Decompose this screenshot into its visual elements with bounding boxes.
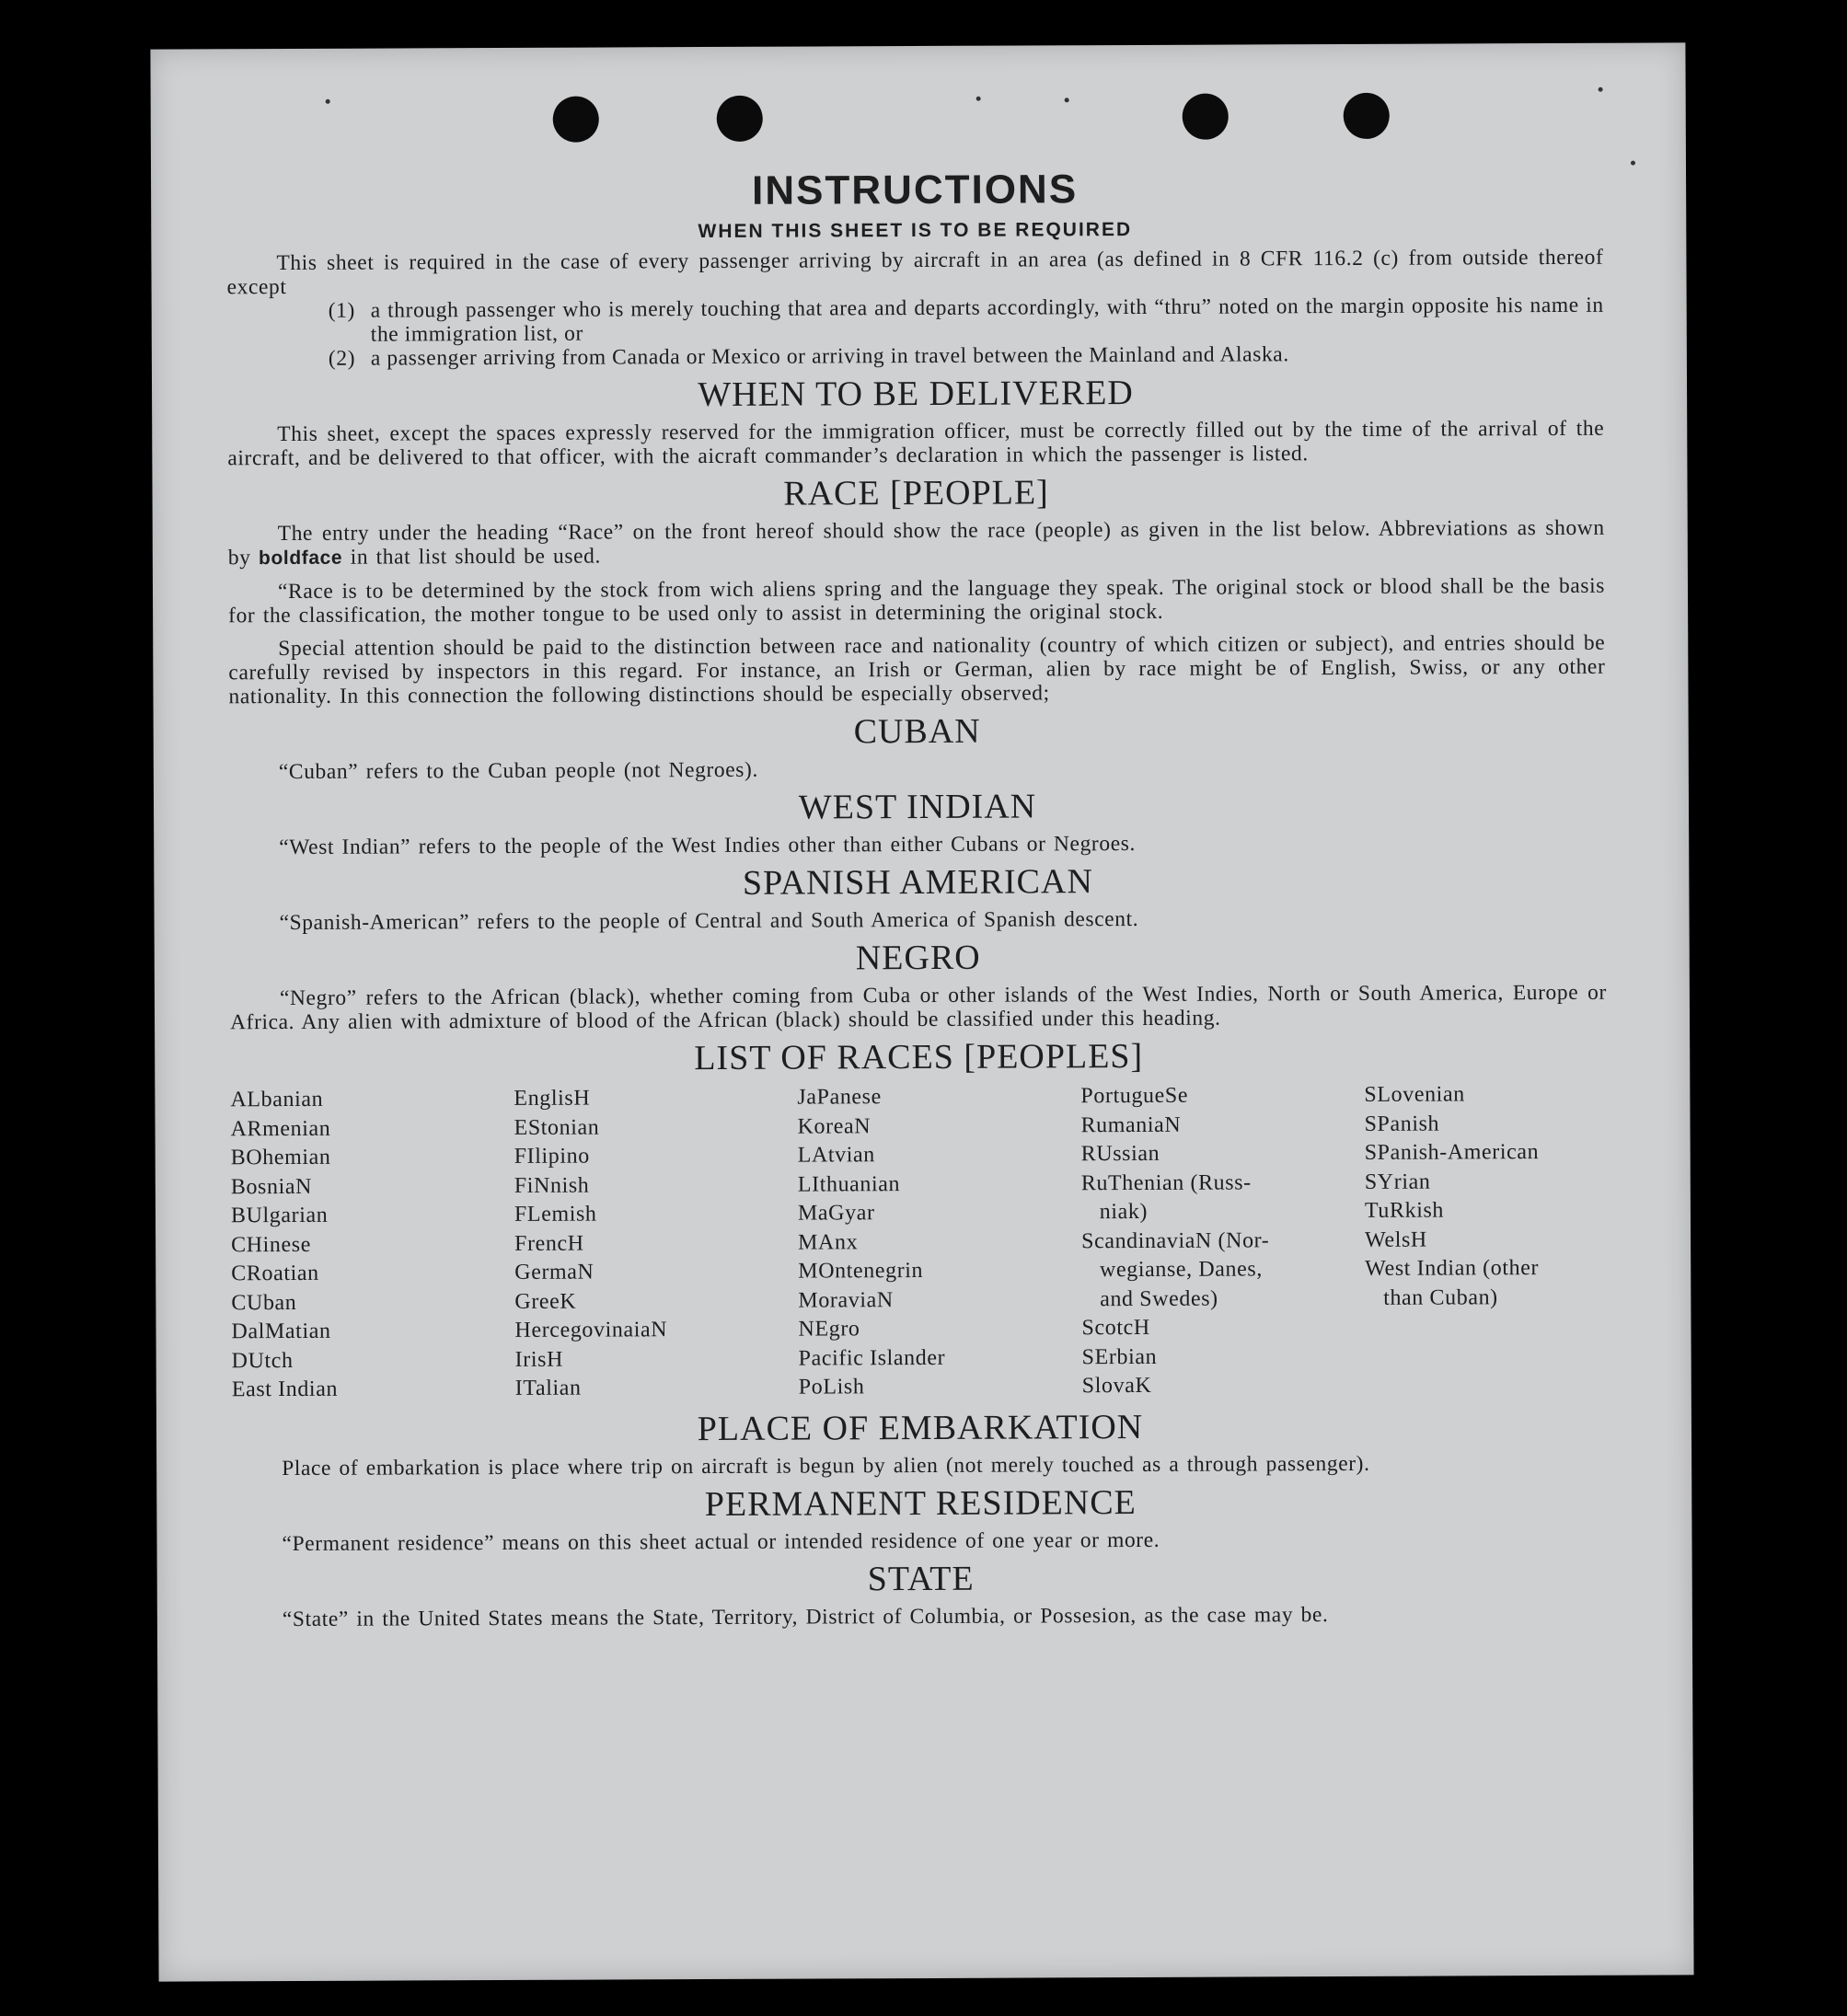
race-entry: West Indian (other xyxy=(1365,1256,1540,1281)
state-paragraph: “State” in the United States means the State, Territory, District of Columbia, or Possesion, as the case may be. xyxy=(282,1602,1329,1631)
embarkation-paragraph: Place of embarkation is place where trip on aircraft is begun by alien (not merely touched as a through passenger). xyxy=(282,1451,1370,1480)
race-entry: PoLish xyxy=(798,1375,865,1400)
race-entry: RUssian xyxy=(1080,1141,1160,1167)
section-heading-embarkation: PLACE OF EMBARKATION xyxy=(697,1407,1144,1448)
punch-hole xyxy=(553,97,599,143)
speck-mark xyxy=(1631,161,1635,166)
race-paragraph-3: Special attention should be paid to the distinction between race and nationality (country of which citizen or subject), and entries should be carefully revised by inspectors in this regard. For instance, an Irish or German, alien by race might be of English, Swiss, or any other nationality. In this connection the following distinctions should be especially observed; xyxy=(228,630,1606,709)
races-column xyxy=(230,1085,515,1405)
race-entry: SLovenian xyxy=(1364,1082,1465,1107)
speck-mark xyxy=(1599,87,1603,92)
race-entry: PortugueSe xyxy=(1080,1083,1189,1109)
race-entry: FrencH xyxy=(514,1231,584,1256)
race-entry: TuRkish xyxy=(1364,1198,1445,1223)
race-entry: DalMatian xyxy=(231,1319,331,1344)
race-entry: BUlgarian xyxy=(230,1203,329,1228)
section-heading-cuban: CUBAN xyxy=(853,711,981,752)
race-entry: SPanish-American xyxy=(1364,1140,1540,1165)
race-paragraph-1 xyxy=(228,516,1605,571)
exception-text: a passenger arriving from Canada or Mexico or arriving in travel between the Mainland and Alaska. xyxy=(370,342,1289,371)
section-heading-residence: PERMANENT RESIDENCE xyxy=(704,1482,1137,1524)
exception-item xyxy=(227,341,1604,372)
races-column xyxy=(1080,1081,1366,1401)
race-entry: FLemish xyxy=(514,1202,597,1227)
race-entry: ALbanian xyxy=(230,1087,324,1112)
exception-number: (2) xyxy=(328,346,356,371)
document-sheet xyxy=(150,42,1693,1981)
race-entry: SPanish xyxy=(1364,1112,1440,1136)
race-entry: GreeK xyxy=(514,1289,577,1314)
race-entry: IrisH xyxy=(514,1347,564,1372)
punch-hole xyxy=(1183,94,1229,140)
race-entry: SYrian xyxy=(1364,1169,1431,1194)
cuban-paragraph: “Cuban” refers to the Cuban people (not Negroes). xyxy=(278,757,758,785)
race-entry: HercegovinaiaN xyxy=(514,1318,668,1342)
race-entry: MaGyar xyxy=(797,1201,875,1226)
instructions-content xyxy=(226,163,1610,1631)
race-text-before: The entry under the heading “Race” on the front hereof should show the race (people) as given in the list below. Abbreviations as shown by xyxy=(227,515,1605,570)
exception-number: (1) xyxy=(328,298,355,323)
race-entry: EnglisH xyxy=(514,1086,591,1111)
section-heading-state: STATE xyxy=(867,1559,975,1598)
race-entry: SlovaK xyxy=(1081,1373,1152,1399)
race-entry: Pacific Islander xyxy=(798,1345,946,1371)
west-indian-paragraph: “West Indian” refers to the people of the West Indies other than either Cubans or Negroes. xyxy=(279,831,1136,860)
race-entry: NEgro xyxy=(798,1317,860,1342)
section-heading-delivered: WHEN TO BE DELIVERED xyxy=(698,373,1134,415)
race-entry: BOhemian xyxy=(230,1145,331,1170)
race-entry: ITalian xyxy=(514,1376,582,1400)
race-entry: SErbian xyxy=(1081,1344,1158,1369)
race-entry: LIthuanian xyxy=(797,1171,901,1197)
race-entry: East Indian xyxy=(231,1377,339,1402)
race-entry: CUban xyxy=(231,1290,297,1315)
speck-mark xyxy=(1065,98,1069,102)
race-entry: BosniaN xyxy=(230,1174,313,1199)
race-entry: GermaN xyxy=(514,1260,595,1284)
race-entry: FIlipino xyxy=(514,1144,590,1169)
race-entry: than Cuban) xyxy=(1365,1284,1498,1310)
races-column xyxy=(797,1082,1082,1402)
race-entry: KoreaN xyxy=(797,1113,872,1139)
race-entry: MoraviaN xyxy=(798,1287,894,1313)
race-entry: ARmenian xyxy=(230,1116,331,1141)
page-subtitle: WHEN THIS SHEET IS TO BE REQUIRED xyxy=(698,218,1133,243)
exception-item xyxy=(227,294,1604,348)
race-paragraph-2: “Race is to be determined by the stock from wich aliens spring and the language they speak. The original stock or blood shall be the basis for the classification, the mother tongue to be used only to assist in determining the original stock. xyxy=(228,573,1606,628)
race-entry: niak) xyxy=(1080,1199,1149,1225)
exception-text: a through passenger who is merely touching that area and departs accordingly, with “thru” noted on the margin opposite his name in the immigration list, or xyxy=(370,293,1604,347)
race-entry: ScotcH xyxy=(1081,1315,1150,1341)
race-entry: wegianse, Danes, xyxy=(1081,1257,1263,1283)
speck-mark xyxy=(326,99,330,104)
section-heading-negro: NEGRO xyxy=(855,938,981,978)
spanish-american-paragraph: “Spanish-American” refers to the people of Central and South America of Spanish descent. xyxy=(279,906,1139,936)
race-entry: RuThenian (Russ- xyxy=(1080,1169,1252,1195)
section-heading-spanish-american: SPANISH AMERICAN xyxy=(742,862,1093,903)
intro-paragraph: This sheet is required in the case of every passenger arriving by aircraft in an area (as defined in 8 CFR 116.2 (c) from outside thereof except xyxy=(226,245,1604,300)
races-column xyxy=(1364,1080,1596,1400)
race-entry: FiNnish xyxy=(514,1173,590,1198)
page-title: INSTRUCTIONS xyxy=(751,167,1079,213)
race-entry: CHinese xyxy=(231,1232,312,1257)
race-entry: MOntenegrin xyxy=(798,1258,924,1284)
negro-paragraph: “Negro” refers to the African (black), whether coming from Cuba or other islands of the West Indies, North or South America, Europe or Africa. Any alien with admixture of blood of the African (black) should be classified under this heading. xyxy=(229,980,1607,1035)
residence-paragraph: “Permanent residence” means on this sheet actual or intended residence of one year or more. xyxy=(282,1527,1160,1556)
races-column xyxy=(514,1084,799,1404)
race-entry: RumaniaN xyxy=(1080,1112,1182,1137)
race-entry: LAtvian xyxy=(797,1143,875,1168)
race-entry: MAnx xyxy=(798,1229,859,1255)
delivered-paragraph: This sheet, except the spaces expressly reserved for the immigration officer, must be correctly filled out by the time of the arrival of the aircraft, and be delivered to that officer, with the aicraft commander’s declaration in which the passenger is listed. xyxy=(227,416,1605,471)
section-heading-list-of-races: LIST OF RACES [PEOPLES] xyxy=(694,1036,1144,1078)
race-text-after: in that list should be used. xyxy=(350,544,601,570)
race-entry: WelsH xyxy=(1365,1227,1427,1252)
races-list xyxy=(230,1080,1608,1405)
race-entry: JaPanese xyxy=(797,1085,882,1110)
punch-hole xyxy=(1344,93,1390,139)
race-entry: and Swedes) xyxy=(1081,1286,1218,1311)
punch-hole xyxy=(717,96,763,142)
race-entry: DUtch xyxy=(231,1348,294,1373)
section-heading-race: RACE [PEOPLE] xyxy=(783,473,1049,513)
section-heading-west-indian: WEST INDIAN xyxy=(798,787,1037,827)
race-entry: EStonian xyxy=(514,1115,600,1140)
boldface-word: boldface xyxy=(258,547,343,570)
speck-mark xyxy=(976,97,981,101)
race-entry: CRoatian xyxy=(231,1261,319,1286)
race-entry: ScandinaviaN (Nor- xyxy=(1081,1227,1270,1253)
